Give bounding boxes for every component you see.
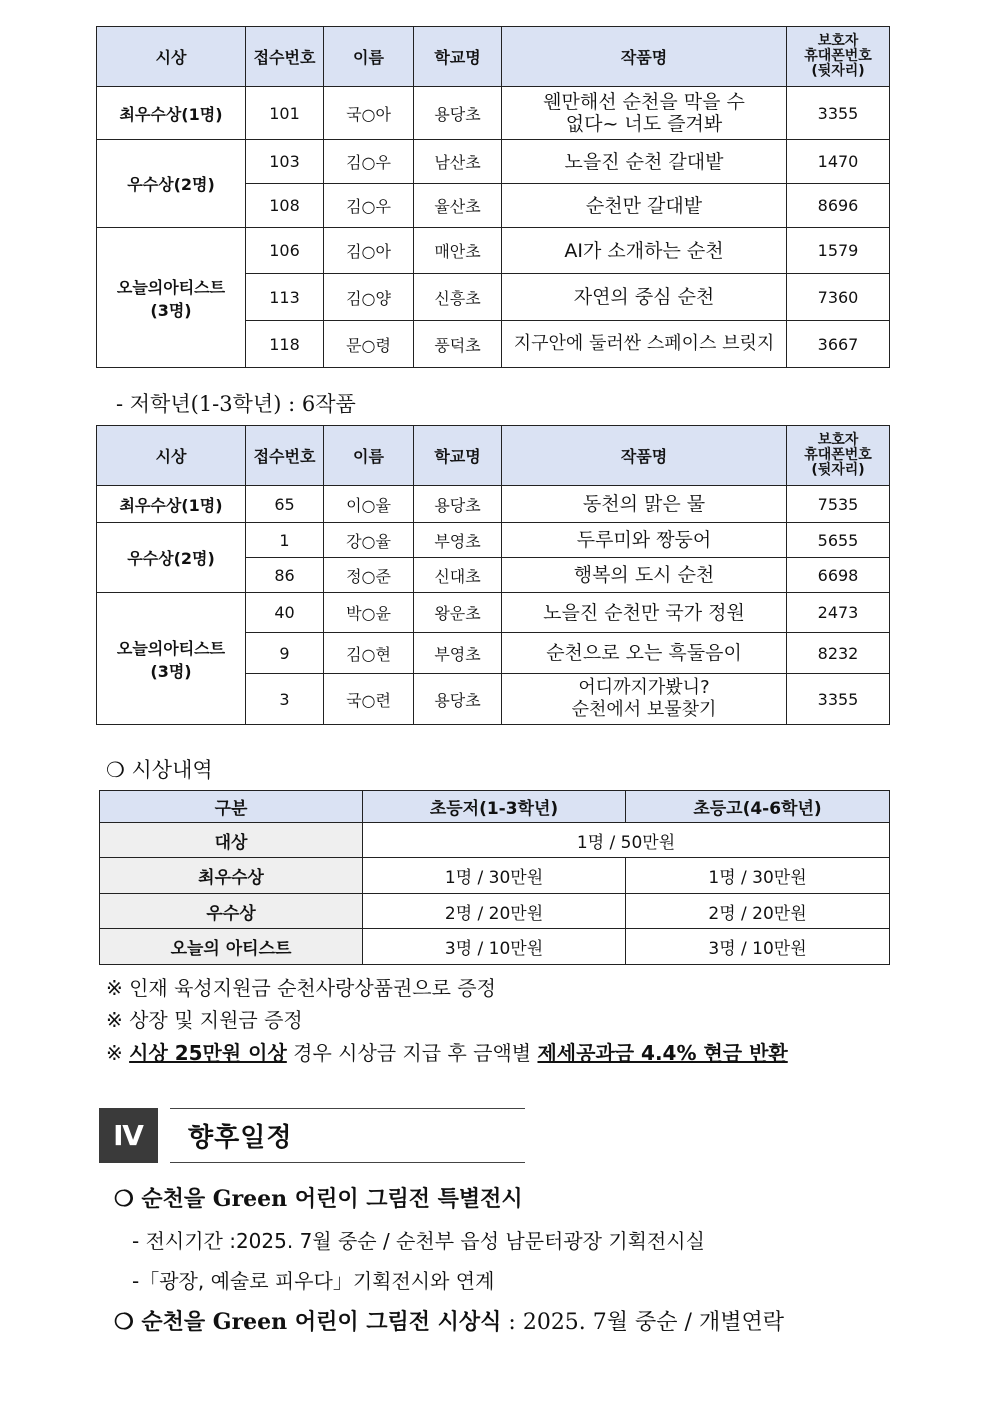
note-tax: ※ 시상 25만원 이상 경우 시상금 지급 후 금액별 제세공과금 4.4% 현금 반환 xyxy=(106,1041,788,1065)
prize-label: 오늘의 아티스트 xyxy=(100,929,363,965)
name-cell: 문○령 xyxy=(324,321,414,368)
reg-no-cell: 106 xyxy=(246,228,324,274)
header-phone: 보호자 휴대폰번호 (뒷자리) xyxy=(787,426,890,486)
school-cell: 남산초 xyxy=(414,140,502,184)
prize-value-low: 3명 / 10만원 xyxy=(363,929,626,965)
prize-value-high: 3명 / 10만원 xyxy=(626,929,890,965)
prize-heading: ❍ 시상내역 xyxy=(106,758,213,782)
title-cell: 자연의 중심 순천 xyxy=(502,274,787,321)
title-cell: 동천의 맑은 물 xyxy=(502,486,787,523)
prize-header-high: 초등고(4-6학년) xyxy=(626,791,890,823)
reg-no-cell: 108 xyxy=(246,184,324,228)
reg-no-cell: 86 xyxy=(246,558,324,593)
school-cell: 용당초 xyxy=(414,486,502,523)
name-cell: 국○련 xyxy=(324,674,414,725)
phone-cell: 3355 xyxy=(787,87,890,140)
prize-table xyxy=(99,790,890,965)
reg-no-cell: 118 xyxy=(246,321,324,368)
prize-value-low: 2명 / 20만원 xyxy=(363,894,626,929)
prize-label: 대상 xyxy=(100,823,363,858)
prize-value-low: 1명 / 30만원 xyxy=(363,858,626,894)
phone-cell: 8232 xyxy=(787,633,890,674)
group-label: 우수상(2명) xyxy=(97,523,246,593)
prize-value: 1명 / 50만원 xyxy=(363,823,890,858)
schedule-item-ceremony: ❍ 순천을 Green 어린이 그림전 시상식 : 2025. 7월 중순 / 개별연락 xyxy=(114,1309,784,1335)
name-cell: 김○현 xyxy=(324,633,414,674)
schedule-item-exhibition: ❍ 순천을 Green 어린이 그림전 특별전시 xyxy=(114,1186,523,1212)
reg-no-cell: 1 xyxy=(246,523,324,558)
title-cell: 웬만해선 순천을 막을 수 없다~ 너도 즐겨봐 xyxy=(502,87,787,140)
header-phone: 보호자 휴대폰번호 (뒷자리) xyxy=(787,27,890,87)
school-cell: 왕운초 xyxy=(414,593,502,633)
name-cell: 이○율 xyxy=(324,486,414,523)
header-title: 작품명 xyxy=(502,426,787,486)
phone-cell: 2473 xyxy=(787,593,890,633)
low-grade-heading: - 저학년(1-3학년) : 6작품 xyxy=(116,392,356,416)
school-cell: 용당초 xyxy=(414,674,502,725)
header-award: 시상 xyxy=(97,27,246,87)
header-name: 이름 xyxy=(324,27,414,87)
reg-no-cell: 113 xyxy=(246,274,324,321)
section-number-box xyxy=(99,1108,158,1163)
reg-no-cell: 40 xyxy=(246,593,324,633)
title-cell: 순천으로 오는 흑둘음이 xyxy=(502,633,787,674)
header-reg-no: 접수번호 xyxy=(246,27,324,87)
phone-cell: 3667 xyxy=(787,321,890,368)
group-label: 최우수상(1명) xyxy=(97,486,246,523)
note-support-fund: ※ 인재 육성지원금 순천사랑상품권으로 증정 xyxy=(106,976,496,1000)
header-school: 학교명 xyxy=(414,426,502,486)
reg-no-cell: 9 xyxy=(246,633,324,674)
group-label: 우수상(2명) xyxy=(97,140,246,228)
prize-label: 최우수상 xyxy=(100,858,363,894)
phone-cell: 1579 xyxy=(787,228,890,274)
header-name: 이름 xyxy=(324,426,414,486)
group-label: 최우수상(1명) xyxy=(97,87,246,140)
school-cell: 신흥초 xyxy=(414,274,502,321)
school-cell: 매안초 xyxy=(414,228,502,274)
header-title: 작품명 xyxy=(502,27,787,87)
title-cell: 노을진 순천 갈대밭 xyxy=(502,140,787,184)
prize-header-low: 초등저(1-3학년) xyxy=(363,791,626,823)
header-award: 시상 xyxy=(97,426,246,486)
reg-no-cell: 101 xyxy=(246,87,324,140)
section-rule-bottom xyxy=(170,1162,525,1163)
school-cell: 신대초 xyxy=(414,558,502,593)
name-cell: 김○아 xyxy=(324,228,414,274)
phone-cell: 6698 xyxy=(787,558,890,593)
section-rule-top xyxy=(170,1108,525,1109)
schedule-sub-linked: -「광장, 예술로 피우다」기획전시와 연계 xyxy=(132,1269,495,1293)
phone-cell: 7360 xyxy=(787,274,890,321)
title-cell: 지구안에 둘러싼 스페이스 브릿지 xyxy=(502,321,787,368)
section-title: 향후일정 xyxy=(188,1123,293,1153)
phone-cell: 3355 xyxy=(787,674,890,725)
name-cell: 정○준 xyxy=(324,558,414,593)
phone-cell: 8696 xyxy=(787,184,890,228)
title-cell: 노을진 순천만 국가 정원 xyxy=(502,593,787,633)
high-grade-award-table xyxy=(96,26,890,368)
title-cell: 어디까지가봤니? 순천에서 보물찾기 xyxy=(502,674,787,725)
title-cell: 순천만 갈대밭 xyxy=(502,184,787,228)
title-cell: AI가 소개하는 순천 xyxy=(502,228,787,274)
school-cell: 용당초 xyxy=(414,87,502,140)
phone-cell: 1470 xyxy=(787,140,890,184)
note-certificate: ※ 상장 및 지원금 증정 xyxy=(106,1008,303,1032)
name-cell: 국○아 xyxy=(324,87,414,140)
name-cell: 김○우 xyxy=(324,184,414,228)
prize-value-high: 1명 / 30만원 xyxy=(626,858,890,894)
low-grade-award-table xyxy=(96,425,890,725)
reg-no-cell: 103 xyxy=(246,140,324,184)
name-cell: 김○우 xyxy=(324,140,414,184)
school-cell: 부영초 xyxy=(414,523,502,558)
title-cell: 두루미와 짱둥어 xyxy=(502,523,787,558)
header-school: 학교명 xyxy=(414,27,502,87)
school-cell: 부영초 xyxy=(414,633,502,674)
reg-no-cell: 65 xyxy=(246,486,324,523)
group-label: 오늘의아티스트 (3명) xyxy=(97,593,246,725)
title-cell: 행복의 도시 순천 xyxy=(502,558,787,593)
name-cell: 박○윤 xyxy=(324,593,414,633)
prize-header-category: 구분 xyxy=(100,791,363,823)
prize-label: 우수상 xyxy=(100,894,363,929)
reg-no-cell: 3 xyxy=(246,674,324,725)
prize-value-high: 2명 / 20만원 xyxy=(626,894,890,929)
school-cell: 풍덕초 xyxy=(414,321,502,368)
name-cell: 김○양 xyxy=(324,274,414,321)
school-cell: 율산초 xyxy=(414,184,502,228)
group-label: 오늘의아티스트 (3명) xyxy=(97,228,246,368)
name-cell: 강○율 xyxy=(324,523,414,558)
header-reg-no: 접수번호 xyxy=(246,426,324,486)
phone-cell: 7535 xyxy=(787,486,890,523)
phone-cell: 5655 xyxy=(787,523,890,558)
schedule-sub-period: - 전시기간 :2025. 7월 중순 / 순천부 읍성 남문터광장 기획전시실 xyxy=(132,1229,705,1253)
section-numeral: Ⅳ xyxy=(113,1119,144,1152)
